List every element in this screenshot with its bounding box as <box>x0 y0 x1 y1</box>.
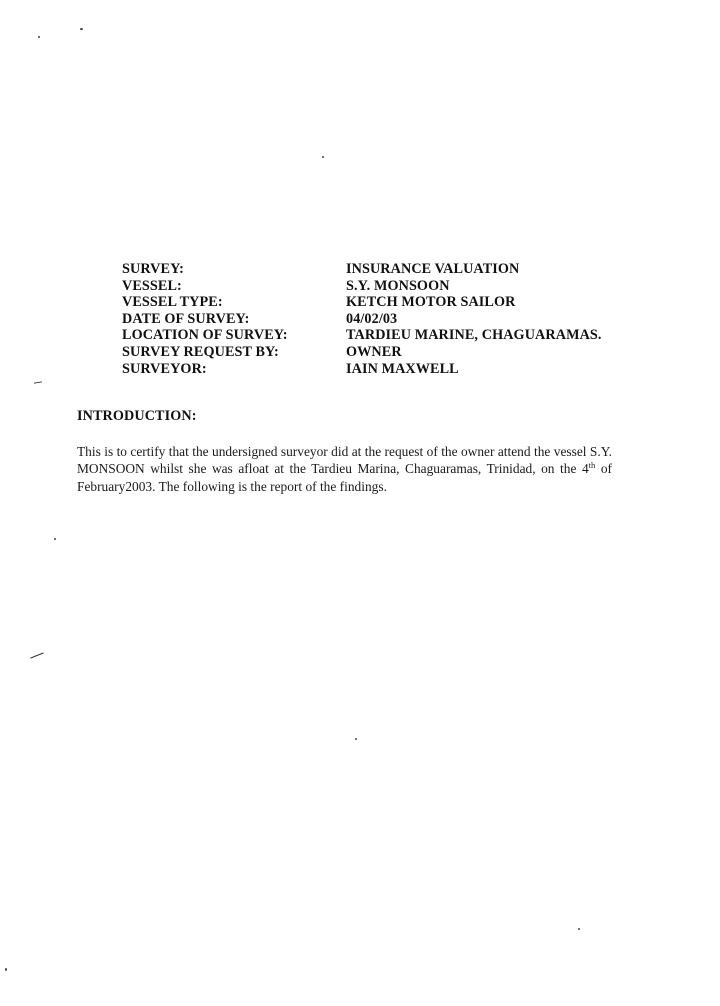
field-row-location <box>122 327 642 344</box>
scan-speck <box>80 28 83 30</box>
introduction-text: This is to certify that the undersigned surveyor did at the request of the owner attend the vessel S.Y. MONSOON whilst she was afloat at the Tardieu Marina, Chaguaramas, Trinidad, on the 4 <box>77 444 612 477</box>
scan-speck <box>355 738 357 740</box>
introduction-heading: INTRODUCTION: <box>77 408 197 424</box>
field-label: SURVEY REQUEST BY: <box>122 343 279 360</box>
scan-speck <box>322 156 324 158</box>
scan-mark <box>30 652 43 658</box>
field-row-vessel <box>122 278 642 295</box>
field-row-request-by <box>122 344 642 361</box>
field-label: SURVEY: <box>122 261 184 277</box>
survey-details <box>122 261 642 377</box>
ordinal-superscript: th <box>588 460 596 471</box>
field-value: INSURANCE VALUATION <box>346 261 520 277</box>
field-label: VESSEL: <box>122 277 182 294</box>
field-value: KETCH MOTOR SAILOR <box>346 294 516 311</box>
introduction-paragraph <box>77 443 612 495</box>
field-label: DATE OF SURVEY: <box>122 310 250 327</box>
field-value: 04/02/03 <box>346 310 398 327</box>
field-row-survey <box>122 261 642 278</box>
scan-speck <box>578 928 580 930</box>
field-value: S.Y. MONSOON <box>346 277 450 294</box>
field-label: VESSEL TYPE: <box>122 294 223 311</box>
introduction-text-end: of February2003. The following is the report of the findings. <box>77 461 612 494</box>
field-row-vessel-type <box>122 294 642 311</box>
field-value: IAIN MAXWELL <box>346 360 459 377</box>
scan-speck <box>54 538 56 540</box>
field-label: SURVEYOR: <box>122 360 207 377</box>
field-row-date-of-survey <box>122 311 642 328</box>
scan-mark <box>34 381 42 383</box>
scan-speck <box>5 968 7 971</box>
field-value: TARDIEU MARINE, CHAGUARAMAS. <box>346 327 602 344</box>
scan-speck <box>38 36 40 38</box>
field-label: LOCATION OF SURVEY: <box>122 327 288 344</box>
field-row-surveyor <box>122 361 642 378</box>
field-value: OWNER <box>346 343 402 360</box>
